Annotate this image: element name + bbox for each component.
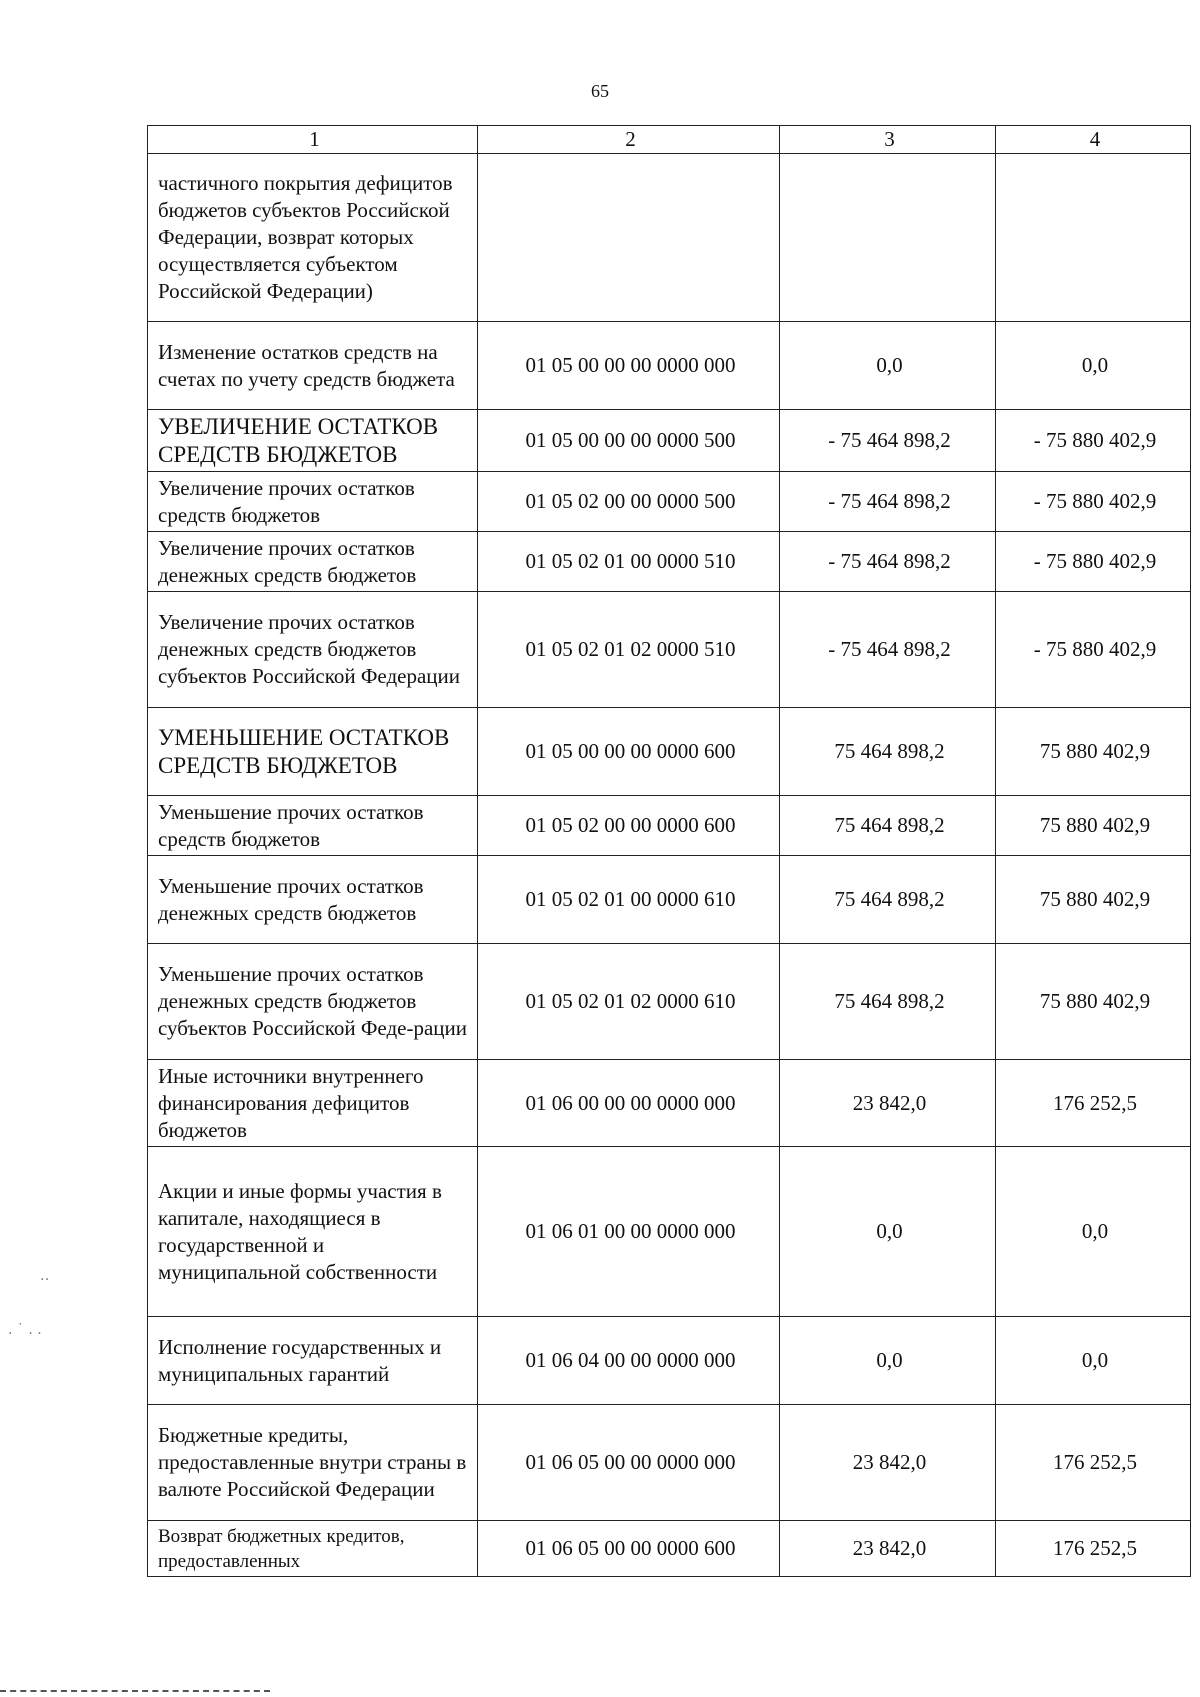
row-name-cell: Акции и иные формы участия в капитале, находящиеся в государственной и муниципальной собственности [148, 1147, 478, 1317]
table-row [148, 472, 1191, 532]
row-value-4-cell: 75 880 402,9 [996, 708, 1191, 796]
row-value-3-cell: - 75 464 898,2 [780, 592, 996, 708]
row-code-cell: 01 05 02 01 02 0000 510 [478, 592, 780, 708]
row-value-4-cell: - 75 880 402,9 [996, 410, 1191, 472]
row-name-cell: Исполнение государственных и муниципальных гарантий [148, 1317, 478, 1405]
table-row [148, 1405, 1191, 1521]
table-row [148, 796, 1191, 856]
table-row [148, 410, 1191, 472]
scan-artifact: . ˙ . . [8, 1322, 42, 1338]
row-code-cell: 01 05 00 00 00 0000 600 [478, 708, 780, 796]
row-code-cell: 01 05 02 01 02 0000 610 [478, 944, 780, 1060]
row-value-4-cell: 176 252,5 [996, 1060, 1191, 1147]
row-value-4-cell: 176 252,5 [996, 1521, 1191, 1577]
column-number-3: 3 [780, 126, 996, 154]
row-value-4-cell: - 75 880 402,9 [996, 472, 1191, 532]
row-value-4-cell: - 75 880 402,9 [996, 592, 1191, 708]
column-number-2: 2 [478, 126, 780, 154]
row-value-3-cell: 75 464 898,2 [780, 944, 996, 1060]
row-name-cell: Уменьшение прочих остатков средств бюджетов [148, 796, 478, 856]
table-row [148, 856, 1191, 944]
scan-artifact: ‥ [40, 1268, 50, 1284]
table-row [148, 1060, 1191, 1147]
row-code-cell: 01 06 05 00 00 0000 600 [478, 1521, 780, 1577]
row-name-cell: частичного покрытия дефицитов бюджетов субъектов Российской Федерации, возврат которых осуществляется субъектом Российской Федерации) [148, 154, 478, 322]
row-name-cell: Увеличение прочих остатков денежных средств бюджетов субъектов Российской Федерации [148, 592, 478, 708]
table-row [148, 154, 1191, 322]
row-name-cell: Иные источники внутреннего финансирования дефицитов бюджетов [148, 1060, 478, 1147]
row-value-3-cell: - 75 464 898,2 [780, 532, 996, 592]
table-row [148, 532, 1191, 592]
row-code-cell: 01 06 00 00 00 0000 000 [478, 1060, 780, 1147]
row-code-cell: 01 05 00 00 00 0000 500 [478, 410, 780, 472]
row-value-4-cell: 0,0 [996, 322, 1191, 410]
row-value-3-cell: 0,0 [780, 322, 996, 410]
row-value-3-cell: 23 842,0 [780, 1521, 996, 1577]
row-name-cell: Изменение остатков средств на счетах по учету средств бюджета [148, 322, 478, 410]
row-code-cell: 01 05 02 00 00 0000 500 [478, 472, 780, 532]
table-row [148, 592, 1191, 708]
row-value-3-cell: - 75 464 898,2 [780, 410, 996, 472]
page-number: 65 [591, 81, 609, 101]
row-name-cell: УВЕЛИЧЕНИЕ ОСТАТКОВ СРЕДСТВ БЮДЖЕТОВ [148, 410, 478, 472]
row-code-cell: 01 05 00 00 00 0000 000 [478, 322, 780, 410]
table-row [148, 708, 1191, 796]
row-name-cell: УМЕНЬШЕНИЕ ОСТАТКОВ СРЕДСТВ БЮДЖЕТОВ [148, 708, 478, 796]
row-value-3-cell [780, 154, 996, 322]
row-name-cell: Возврат бюджетных кредитов, предоставленных [148, 1521, 478, 1577]
table-row [148, 1521, 1191, 1577]
row-code-cell: 01 06 05 00 00 0000 000 [478, 1405, 780, 1521]
row-value-3-cell: - 75 464 898,2 [780, 472, 996, 532]
row-code-cell: 01 06 01 00 00 0000 000 [478, 1147, 780, 1317]
row-value-3-cell: 0,0 [780, 1147, 996, 1317]
row-name-cell: Бюджетные кредиты, предоставленные внутри страны в валюте Российской Федерации [148, 1405, 478, 1521]
row-name-cell: Увеличение прочих остатков средств бюджетов [148, 472, 478, 532]
row-value-4-cell: 176 252,5 [996, 1405, 1191, 1521]
table-row [148, 1147, 1191, 1317]
budget-sources-table [147, 125, 1191, 1577]
row-name-cell: Уменьшение прочих остатков денежных средств бюджетов субъектов Российской Феде-рации [148, 944, 478, 1060]
row-value-4-cell: 75 880 402,9 [996, 796, 1191, 856]
row-value-3-cell: 75 464 898,2 [780, 796, 996, 856]
row-value-3-cell: 23 842,0 [780, 1405, 996, 1521]
table-row [148, 944, 1191, 1060]
row-value-4-cell: 75 880 402,9 [996, 856, 1191, 944]
table-row [148, 1317, 1191, 1405]
table-header-row [148, 126, 1191, 154]
row-code-cell: 01 05 02 01 00 0000 610 [478, 856, 780, 944]
row-value-4-cell: 0,0 [996, 1317, 1191, 1405]
row-name-cell: Увеличение прочих остатков денежных средств бюджетов [148, 532, 478, 592]
row-value-3-cell: 23 842,0 [780, 1060, 996, 1147]
column-number-1: 1 [148, 126, 478, 154]
row-value-3-cell: 0,0 [780, 1317, 996, 1405]
row-value-4-cell [996, 154, 1191, 322]
row-code-cell: 01 06 04 00 00 0000 000 [478, 1317, 780, 1405]
row-code-cell: 01 05 02 01 00 0000 510 [478, 532, 780, 592]
row-name-cell: Уменьшение прочих остатков денежных средств бюджетов [148, 856, 478, 944]
table-row [148, 322, 1191, 410]
scan-edge-line [0, 1690, 270, 1692]
row-value-3-cell: 75 464 898,2 [780, 708, 996, 796]
row-value-4-cell: 75 880 402,9 [996, 944, 1191, 1060]
row-value-4-cell: - 75 880 402,9 [996, 532, 1191, 592]
column-number-4: 4 [996, 126, 1191, 154]
row-value-3-cell: 75 464 898,2 [780, 856, 996, 944]
row-code-cell: 01 05 02 00 00 0000 600 [478, 796, 780, 856]
row-code-cell [478, 154, 780, 322]
row-value-4-cell: 0,0 [996, 1147, 1191, 1317]
